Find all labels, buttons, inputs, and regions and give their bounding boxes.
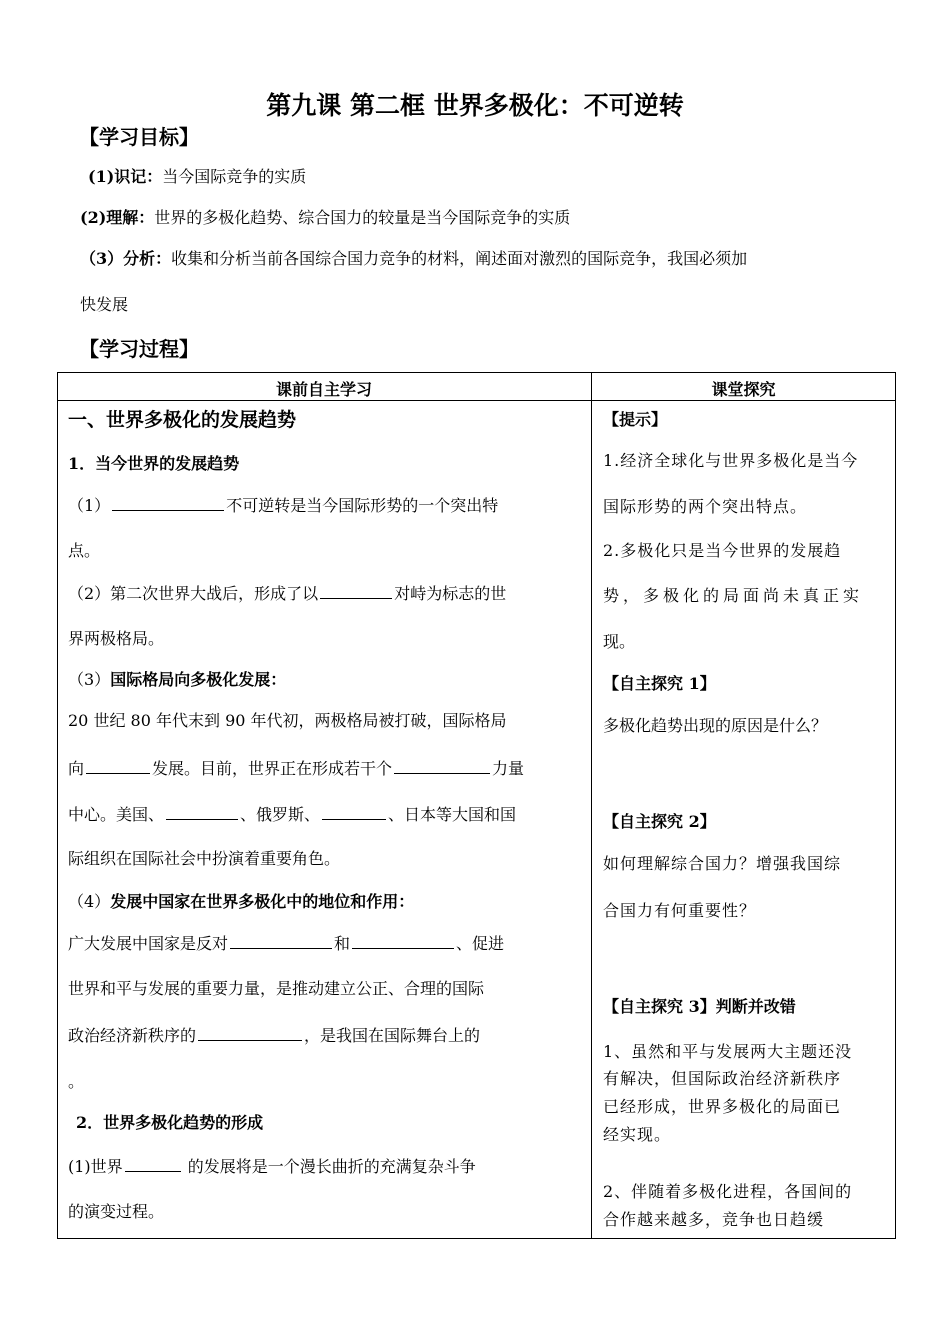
objective-1-label: (1)识记：: [88, 167, 163, 186]
tip-1-line-1: 1.经济全球化与世界多极化是当今: [603, 451, 859, 470]
fill-blank[interactable]: [166, 801, 238, 820]
para-text: 力量: [492, 759, 525, 778]
inquiry-2-question-1: 如何理解综合国力？增强我国综: [603, 854, 842, 873]
objective-3-cont: [80, 292, 128, 315]
section-heading-1: 一、世界多极化的发展趋势: [68, 409, 297, 431]
objective-3-text: 收集和分析当前各国综合国力竞争的材料，阐述面对激烈的国际竞争，我国必须加: [171, 249, 748, 268]
para-text: 的发展将是一个漫长曲折的充满复杂斗争: [187, 1157, 476, 1176]
item-2-text: 对峙为标志的世: [394, 584, 507, 603]
item-4-para-2: 世界和平与发展的重要力量，是推动建立公正、合理的国际: [68, 979, 485, 998]
item-4-label: 发展中国家在世界多极化中的地位和作用：: [110, 892, 415, 911]
item-3-para-1: 20 世纪 80 年代末到 90 年代初，两极格局被打破，国际格局: [68, 711, 507, 730]
para-text: (1)世界: [68, 1157, 123, 1176]
item-4-para-4: 。: [68, 1072, 85, 1091]
item-1-line-1: [68, 492, 582, 516]
fill-blank[interactable]: [320, 580, 392, 599]
inquiry-3-heading: 【自主探究 3】判断并改错: [603, 997, 796, 1016]
para-text: 、日本等大国和国: [388, 805, 517, 824]
fill-blank[interactable]: [112, 492, 224, 511]
para-text: 和: [334, 934, 351, 953]
tip-2-line-2: 势，多极化的局面尚未真正实: [603, 586, 864, 605]
fill-blank[interactable]: [198, 1022, 302, 1041]
inquiry-1-heading: 【自主探究 1】: [603, 674, 716, 693]
item-3-prefix: （3）: [68, 670, 111, 689]
para-text: 广大发展中国家是反对: [68, 934, 229, 953]
subsection-1: 1．当今世界的发展趋势: [68, 454, 240, 473]
inquiry-2-heading: 【自主探究 2】: [603, 812, 716, 831]
item-4-para-3: [68, 1022, 582, 1046]
para-text: 、俄罗斯、: [240, 805, 321, 824]
item-1-line-2: 点。: [68, 541, 101, 560]
item-4-prefix: （4）: [68, 892, 111, 911]
subsection-2: 2．世界多极化趋势的形成: [76, 1113, 264, 1132]
para-text: 、促进: [456, 934, 505, 953]
para-text: 政治经济新秩序的: [68, 1026, 197, 1045]
fill-blank[interactable]: [125, 1153, 181, 1172]
item-4-heading: [68, 889, 582, 912]
objective-2: [80, 205, 570, 228]
statement-1-line-1: 1、虽然和平与发展两大主题还没: [603, 1042, 853, 1061]
item-5-line-1: [68, 1153, 582, 1177]
inquiry-1-question: 多极化趋势出现的原因是什么？: [603, 716, 828, 735]
item-3-heading: [68, 667, 582, 690]
item-3-para-4: 际组织在国际社会中扮演着重要角色。: [68, 849, 341, 868]
item-2-line-2: 界两极格局。: [68, 629, 165, 648]
item-3-label: 国际格局向多极化发展：: [110, 670, 287, 689]
item-3-para-2: [68, 755, 582, 779]
item-5-line-2: 的演变过程。: [68, 1202, 165, 1221]
page-title: 第九课 第二框 世界多极化：不可逆转: [266, 91, 684, 120]
fill-blank[interactable]: [322, 801, 386, 820]
fill-blank[interactable]: [230, 930, 332, 949]
tip-1-line-2: 国际形势的两个突出特点。: [603, 497, 808, 516]
inquiry-2-question-2: 合国力有何重要性？: [603, 901, 757, 920]
objective-1: [88, 164, 306, 187]
item-2-prefix: （2）第二次世界大战后，形成了以: [68, 584, 319, 603]
objective-3-cont-text: 快发展: [80, 295, 129, 314]
item-4-para-1: [68, 930, 582, 954]
objective-1-text: 当今国际竞争的实质: [162, 167, 307, 186]
table-column-divider: [591, 372, 592, 1239]
para-text: 发展。目前，世界正在形成若干个: [152, 759, 393, 778]
statement-1-line-2: 有解决，但国际政治经济新秩序: [603, 1069, 842, 1088]
objective-2-label: (2)理解：: [80, 208, 155, 227]
para-text: 中心。美国、: [68, 805, 165, 824]
fill-blank[interactable]: [86, 755, 150, 774]
tip-2-line-3: 现。: [603, 632, 636, 651]
statement-2-line-2: 合作越来越多，竞争也日趋缓: [603, 1210, 825, 1229]
tip-2-line-1: 2.多极化只是当今世界的发展趋: [603, 541, 842, 560]
statement-2-line-1: 2、伴随着多极化进程，各国间的: [603, 1182, 853, 1201]
fill-blank[interactable]: [394, 755, 490, 774]
objective-3-label: （3）分析：: [80, 249, 172, 268]
col-header-class-inquiry: 课堂探究: [711, 380, 776, 399]
process-heading: 【学习过程】: [79, 337, 199, 361]
objectives-heading: 【学习目标】: [79, 125, 199, 149]
para-text: ，是我国在国际舞台上的: [304, 1026, 481, 1045]
statement-1-line-4: 经实现。: [603, 1125, 672, 1144]
table-header-divider: [57, 400, 896, 401]
col-header-pre-study: 课前自主学习: [275, 380, 372, 399]
item-3-para-3: [68, 801, 582, 825]
objective-3: [80, 246, 747, 269]
objective-2-text: 世界的多极化趋势、综合国力的较量是当今国际竞争的实质: [154, 208, 571, 227]
fill-blank[interactable]: [352, 930, 454, 949]
item-2-line-1: [68, 580, 582, 604]
statement-1-line-3: 已经形成，世界多极化的局面已: [603, 1097, 842, 1116]
tip-heading: 【提示】: [603, 410, 668, 429]
para-text: 向: [68, 759, 85, 778]
item-1-prefix: （1）: [68, 496, 111, 515]
item-1-text: 不可逆转是当今国际形势的一个突出特: [226, 496, 499, 515]
